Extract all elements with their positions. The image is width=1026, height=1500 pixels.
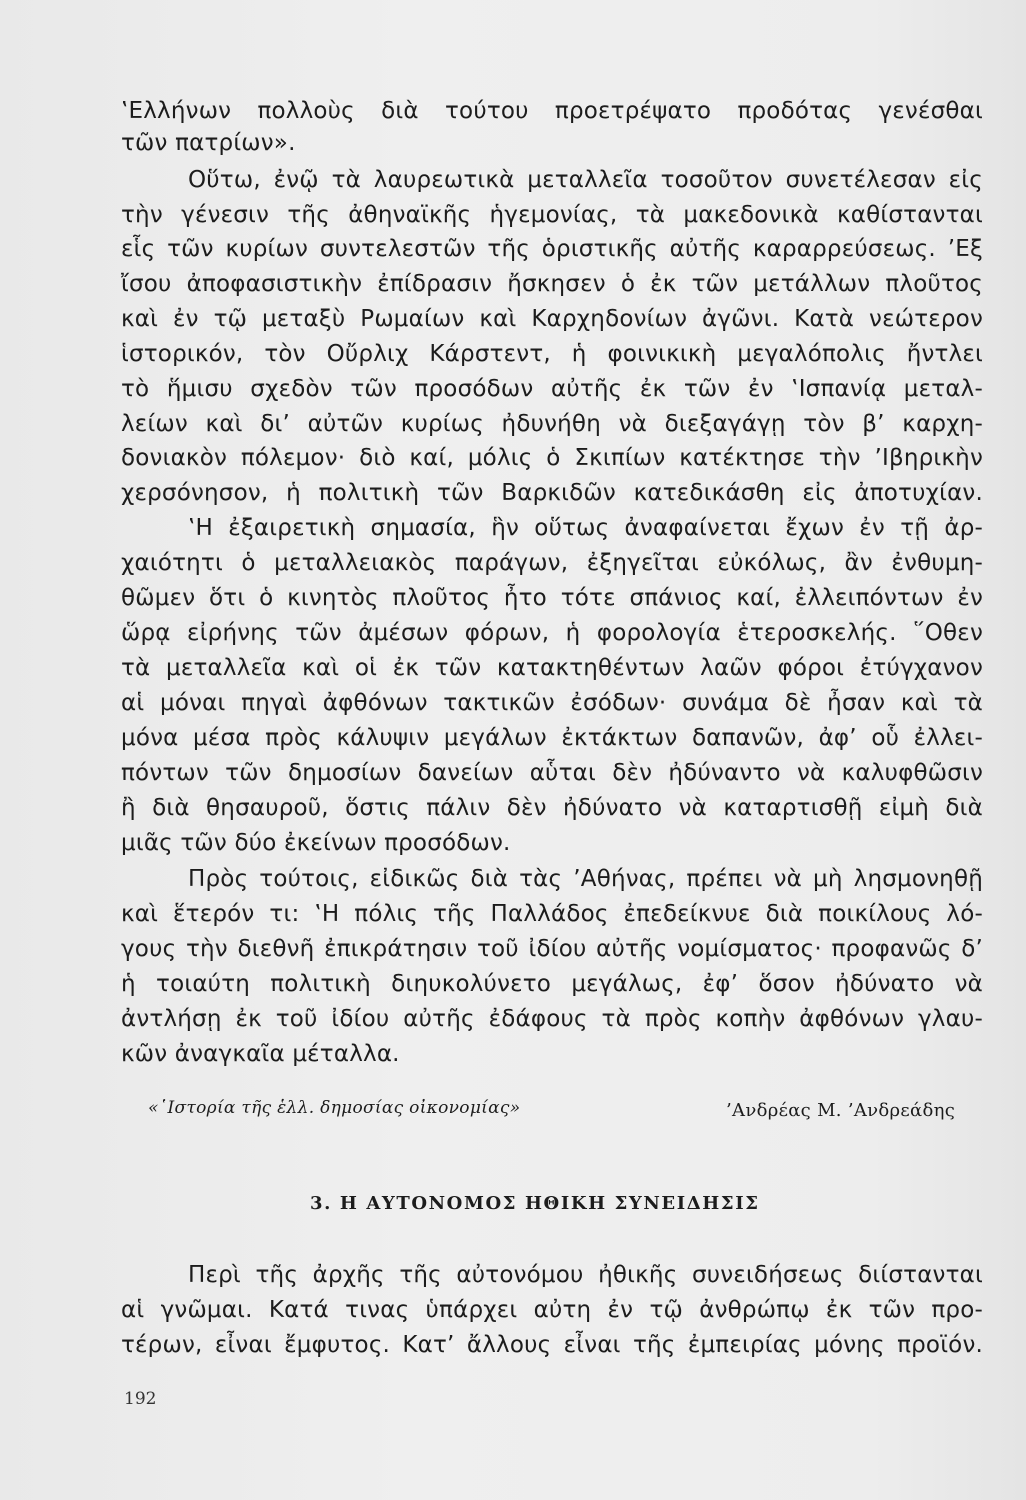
- text-line: ἀντλήσῃ ἐκ τοῦ ἰδίου αὐτῆς ἐδάφους τὰ πρὸς κοπὴν ἀφθόνων γλαυ-: [121, 1006, 983, 1032]
- text-line: θῶμεν ὅτι ὁ κινητὸς πλοῦτος ἦτο τότε σπάνιος καί, ἐλλειπόντων ἐν: [121, 585, 983, 611]
- text-line: ὥρᾳ εἰρήνης τῶν ἀμέσων φόρων, ἡ φορολογία ἑτεροσκελής. ῞Οθεν: [121, 620, 983, 646]
- text-line: ἡ τοιαύτη πολιτικὴ διηυκολύνετο μεγάλως, ἐφ’ ὅσον ἠδύνατο νὰ: [121, 971, 983, 997]
- text-line: ἴσου ἀποφασιστικὴν ἐπίδρασιν ἤσκησεν ὁ ἐκ τῶν μετάλλων πλοῦτος: [121, 271, 983, 297]
- text-line: τὰ μεταλλεῖα καὶ οἱ ἐκ τῶν κατακτηθέντων λαῶν φόροι ἐτύγχανον: [121, 655, 983, 681]
- text-line: εἷς τῶν κυρίων συντελεστῶν τῆς ὁριστικῆς αὐτῆς καραρρεύσεως. ’Εξ: [121, 236, 983, 262]
- text-line: αἱ μόναι πηγαὶ ἀφθόνων τακτικῶν ἐσόδων· συνάμα δὲ ἦσαν καὶ τὰ: [121, 690, 983, 716]
- source-author: ’Ανδρέας Μ. ’Ανδρεάδης: [726, 1100, 956, 1121]
- text-line: τὴν γένεσιν τῆς ἀθηναϊκῆς ἡγεμονίας, τὰ μακεδονικὰ καθίστανται: [121, 202, 983, 228]
- section-title: 3. Η ΑΥΤΟΝΟΜΟΣ ΗΘΙΚΗ ΣΥΝΕΙΔΗΣΙΣ: [310, 1193, 760, 1214]
- text-line: χαιότητι ὁ μεταλλειακὸς παράγων, ἐξηγεῖται εὐκόλως, ἂν ἐνθυμη-: [121, 550, 983, 576]
- text-line: μόνα μέσα πρὸς κάλυψιν μεγάλων ἐκτάκτων δαπανῶν, ἀφ’ οὗ ἐλλει-: [121, 725, 983, 751]
- text-line: μιᾶς τῶν δύο ἐκείνων προσόδων.: [121, 830, 511, 856]
- page-number: 192: [124, 1389, 157, 1409]
- text-line: τέρων, εἶναι ἔμφυτος. Κατ’ ἄλλους εἶναι τῆς ἐμπειρίας μόνης προϊόν.: [121, 1332, 983, 1358]
- text-line: τὸ ἥμισυ σχεδὸν τῶν προσόδων αὐτῆς ἐκ τῶν ἐν ‛Ισπανίᾳ μεταλ-: [121, 376, 983, 402]
- text-line: ‛Η ἐξαιρετικὴ σημασία, ἣν οὕτως ἀναφαίνεται ἔχων ἐν τῇ ἀρ-: [188, 515, 983, 541]
- text-line: κῶν ἀναγκαῖα μέταλλα.: [121, 1041, 400, 1067]
- text-line: ἢ διὰ θησαυροῦ, ὅστις πάλιν δὲν ἠδύνατο νὰ καταρτισθῇ εἰμὴ διὰ: [121, 795, 983, 821]
- text-line: γους τὴν διεθνῆ ἐπικράτησιν τοῦ ἰδίου αὐτῆς νομίσματος· προφανῶς δ’: [121, 936, 983, 962]
- text-line: πόντων τῶν δημοσίων δανείων αὗται δὲν ἠδύναντο νὰ καλυφθῶσιν: [121, 760, 983, 786]
- text-line: δονιακὸν πόλεμον· διὸ καί, μόλις ὁ Σκιπίων κατέκτησε τὴν ’Ιβηρικὴν: [121, 445, 983, 471]
- text-line: καὶ ἐν τῷ μεταξὺ Ρωμαίων καὶ Καρχηδονίων ἀγῶνι. Κατὰ νεώτερον: [121, 306, 983, 332]
- source-work-title: «῾Ιστορία τῆς ἑλλ. δημοσίας οἰκονομίας»: [148, 1098, 521, 1118]
- text-line: λείων καὶ δι’ αὐτῶν κυρίως ἠδυνήθη νὰ διεξαγάγῃ τὸν β’ καρχη-: [121, 411, 983, 437]
- text-line: Περὶ τῆς ἀρχῆς τῆς αὐτονόμου ἠθικῆς συνειδήσεως διίστανται: [188, 1262, 983, 1288]
- text-line: χερσόνησον, ἡ πολιτικὴ τῶν Βαρκιδῶν κατεδικάσθη εἰς ἀποτυχίαν.: [121, 480, 983, 506]
- text-line: αἱ γνῶμαι. Κατά τινας ὑπάρχει αὐτη ἐν τῷ ἀνθρώπῳ ἐκ τῶν προ-: [121, 1297, 983, 1323]
- text-line: ‛Ελλήνων πολλοὺς διὰ τούτου προετρέψατο προδότας γενέσθαι: [121, 98, 983, 124]
- text-line: Οὕτω, ἐνῷ τὰ λαυρεωτικὰ μεταλλεῖα τοσοῦτον συνετέλεσαν εἰς: [188, 167, 983, 193]
- text-line: τῶν πατρίων».: [121, 130, 296, 156]
- text-line: ἱστορικόν, τὸν Οὔρλιχ Κάρστεντ, ἡ φοινικικὴ μεγαλόπολις ἤντλει: [121, 341, 983, 367]
- text-line: καὶ ἕτερόν τι: ‛Η πόλις τῆς Παλλάδος ἐπεδείκνυε διὰ ποικίλους λό-: [121, 901, 983, 927]
- text-line: Πρὸς τούτοις, εἰδικῶς διὰ τὰς ’Αθήνας, πρέπει νὰ μὴ λησμονηθῇ: [188, 866, 983, 892]
